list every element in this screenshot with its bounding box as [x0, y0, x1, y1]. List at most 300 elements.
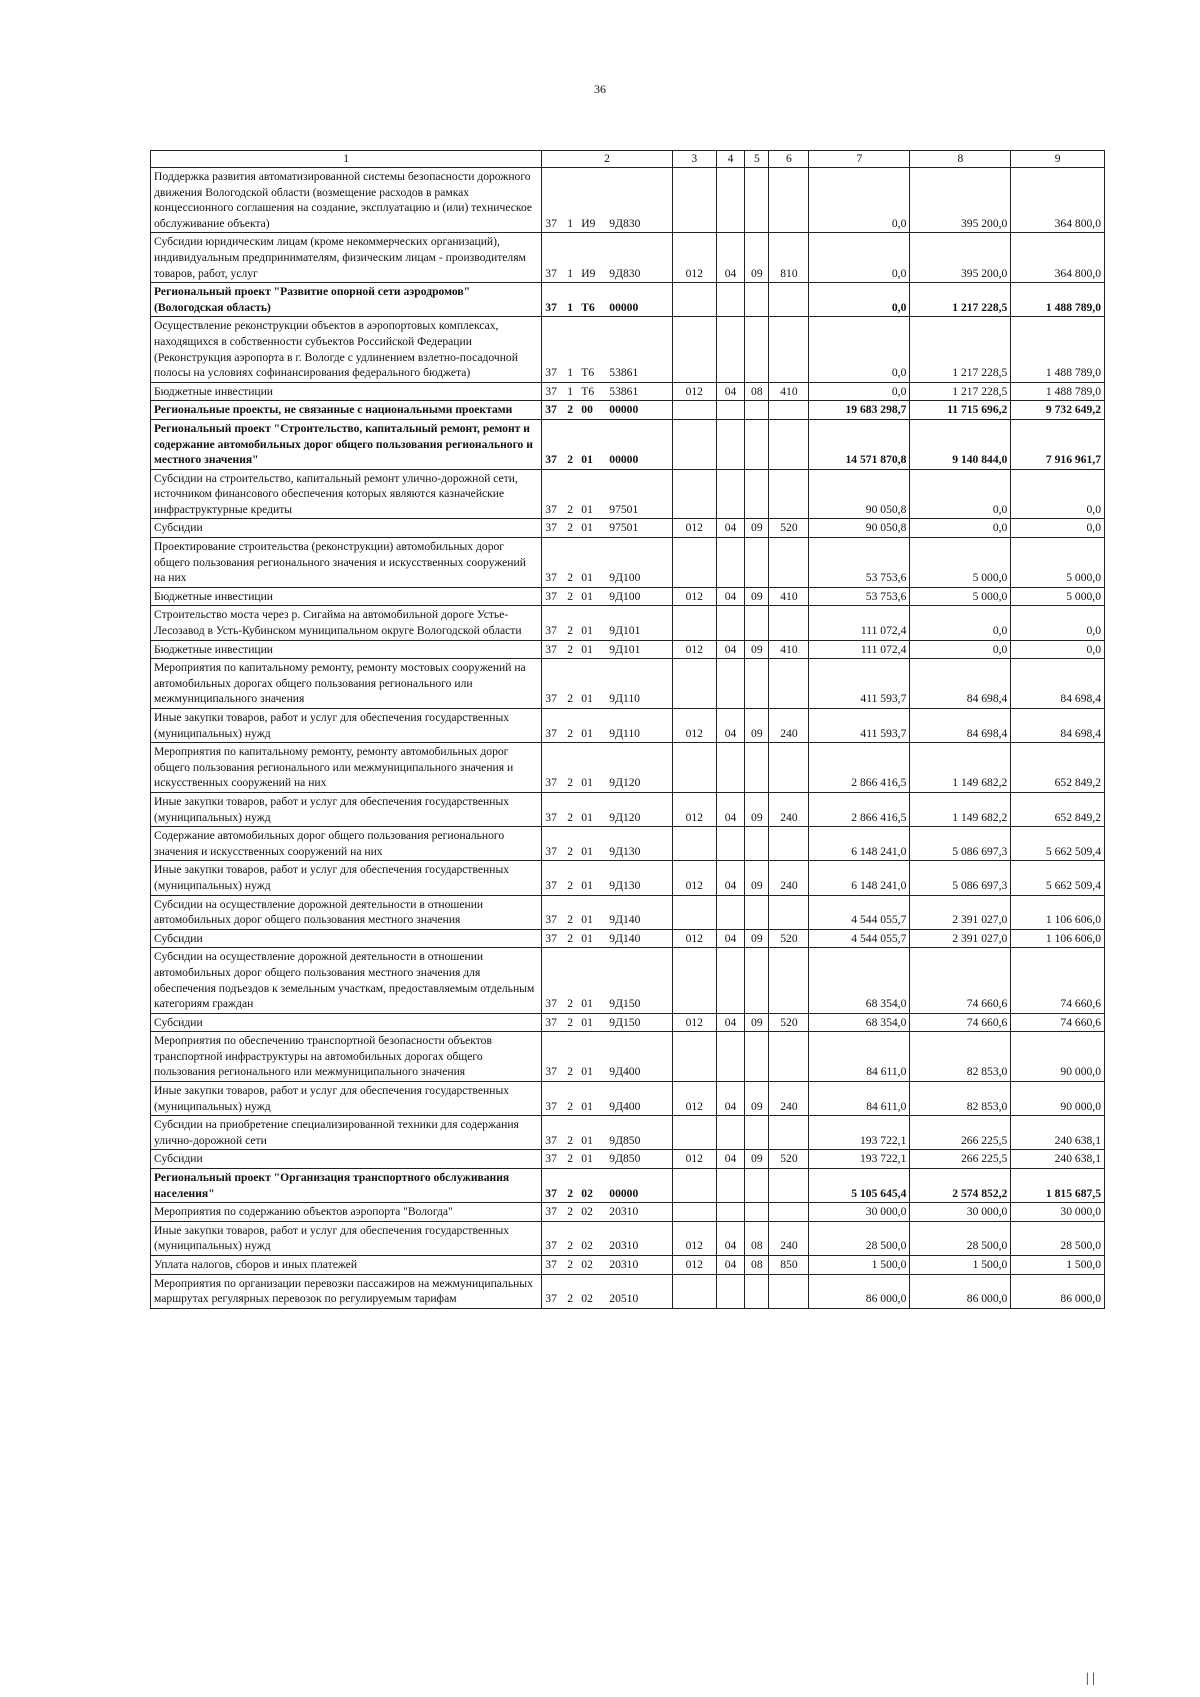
col-4-cell [716, 948, 744, 1013]
col-7-value: 90 050,8 [809, 469, 910, 519]
col-9-value: 30 000,0 [1011, 1203, 1105, 1222]
col-9-value: 5 662 509,4 [1011, 861, 1105, 895]
col-3-cell: 012 [672, 792, 716, 826]
code-part: 37 [545, 384, 557, 398]
row-name: Субсидии на осуществление дорожной деятельности в отношении автомобильных дорог общего пользования местного значения для обеспечения подъездов к земельным участкам, предоставляемым отдельным категориям граждан [151, 948, 542, 1013]
col-9-value: 5 000,0 [1011, 538, 1105, 588]
col-5-cell: 08 [745, 382, 769, 401]
table-row [151, 419, 1105, 469]
header-cell: 7 [809, 151, 910, 168]
col-5-cell [745, 283, 769, 317]
col-3-cell [672, 469, 716, 519]
code-part: 02 [581, 1205, 593, 1219]
row-code [542, 606, 672, 640]
code-part: 01 [581, 878, 593, 892]
table-row [151, 1150, 1105, 1169]
row-name: Осуществление реконструкции объектов в аэропортовых комплексах, находящихся в собственности субъектов Российской Федерации (Реконструкция аэропорта в г. Вологде с удлинением взлетно-посадочной полосы на условиях софинансирования федерального бюджета) [151, 317, 542, 382]
col-8-value: 74 660,6 [910, 948, 1011, 1013]
row-code [542, 168, 672, 233]
col-4-cell: 04 [716, 929, 744, 948]
table-row [151, 1203, 1105, 1222]
col-5-cell: 09 [745, 792, 769, 826]
col-7-value: 53 753,6 [809, 538, 910, 588]
col-6-cell: 520 [769, 1013, 809, 1032]
table-row [151, 948, 1105, 1013]
col-5-cell: 09 [745, 1082, 769, 1116]
code-part: 37 [545, 997, 557, 1011]
code-part: 37 [545, 502, 557, 516]
col-6-cell [769, 895, 809, 929]
col-4-cell: 04 [716, 382, 744, 401]
code-part: 2 [567, 453, 574, 467]
code-part: 01 [581, 521, 593, 535]
code-part: 01 [581, 931, 593, 945]
table-row [151, 792, 1105, 826]
table-row [151, 827, 1105, 861]
row-name: Уплата налогов, сборов и иных платежей [151, 1256, 542, 1275]
col-4-cell: 04 [716, 792, 744, 826]
code-part: И9 [581, 266, 596, 280]
col-3-cell: 012 [672, 861, 716, 895]
col-6-cell [769, 469, 809, 519]
code-part: 01 [581, 1065, 593, 1079]
col-7-value: 0,0 [809, 233, 910, 283]
col-8-value: 266 225,5 [910, 1150, 1011, 1169]
col-8-value: 0,0 [910, 640, 1011, 659]
table-row [151, 743, 1105, 793]
col-5-cell: 08 [745, 1256, 769, 1275]
code-part: 2 [567, 1133, 574, 1147]
row-name: Мероприятия по содержанию объектов аэропорта "Вологда" [151, 1203, 542, 1222]
row-code [542, 1013, 672, 1032]
col-7-value: 411 593,7 [809, 709, 910, 743]
col-3-cell [672, 659, 716, 709]
table-row [151, 317, 1105, 382]
code-part: 53861 [609, 384, 639, 398]
col-8-value: 28 500,0 [910, 1221, 1011, 1255]
code-part: 37 [545, 403, 557, 417]
col-7-value: 193 722,1 [809, 1150, 910, 1169]
code-part: 37 [545, 1152, 557, 1166]
table-row [151, 861, 1105, 895]
row-name: Иные закупки товаров, работ и услуг для обеспечения государственных (муниципальных) нужд [151, 1221, 542, 1255]
code-part: 2 [567, 997, 574, 1011]
code-part: 01 [581, 502, 593, 516]
row-name: Региональный проект "Развитие опорной сети аэродромов" (Вологодская область) [151, 283, 542, 317]
row-code [542, 469, 672, 519]
col-9-value: 1 106 606,0 [1011, 895, 1105, 929]
code-part: 1 [567, 384, 574, 398]
col-4-cell: 04 [716, 587, 744, 606]
row-code [542, 1221, 672, 1255]
code-part: 37 [545, 521, 557, 535]
code-part: 37 [545, 1292, 557, 1306]
code-part: 9Д850 [609, 1133, 641, 1147]
col-6-cell [769, 317, 809, 382]
col-4-cell [716, 168, 744, 233]
col-4-cell [716, 1116, 744, 1150]
col-6-cell [769, 1116, 809, 1150]
code-part: 37 [545, 878, 557, 892]
col-7-value: 84 611,0 [809, 1082, 910, 1116]
row-code [542, 1150, 672, 1169]
code-part: 37 [545, 913, 557, 927]
code-part: 9Д120 [609, 810, 641, 824]
code-part: 9Д120 [609, 776, 641, 790]
col-3-cell: 012 [672, 640, 716, 659]
col-5-cell [745, 1032, 769, 1082]
code-part: 01 [581, 1015, 593, 1029]
col-7-value: 111 072,4 [809, 640, 910, 659]
code-part: 2 [567, 844, 574, 858]
col-7-value: 2 866 416,5 [809, 743, 910, 793]
col-8-value: 266 225,5 [910, 1116, 1011, 1150]
table-row [151, 538, 1105, 588]
col-8-value: 86 000,0 [910, 1274, 1011, 1308]
code-part: 9Д110 [609, 726, 640, 740]
code-part: 2 [567, 878, 574, 892]
row-code [542, 709, 672, 743]
col-7-value: 4 544 055,7 [809, 895, 910, 929]
row-name: Субсидии юридическим лицам (кроме некоммерческих организаций), индивидуальным предпринимателям, физическим лицам - производителям товаров, работ, услуг [151, 233, 542, 283]
col-6-cell [769, 659, 809, 709]
col-9-value: 0,0 [1011, 469, 1105, 519]
code-part: 1 [567, 266, 574, 280]
col-4-cell: 04 [716, 709, 744, 743]
col-4-cell [716, 283, 744, 317]
col-9-value: 1 488 789,0 [1011, 382, 1105, 401]
code-part: 2 [567, 642, 574, 656]
col-5-cell [745, 538, 769, 588]
col-6-cell [769, 743, 809, 793]
col-4-cell [716, 1032, 744, 1082]
col-8-value: 2 391 027,0 [910, 929, 1011, 948]
table-body [151, 151, 1105, 1309]
col-6-cell: 240 [769, 1221, 809, 1255]
code-part: 9Д100 [609, 589, 641, 603]
row-name: Бюджетные инвестиции [151, 640, 542, 659]
row-name: Субсидии [151, 1150, 542, 1169]
col-9-value: 0,0 [1011, 640, 1105, 659]
col-4-cell [716, 419, 744, 469]
table-row [151, 606, 1105, 640]
col-8-value: 1 217 228,5 [910, 317, 1011, 382]
row-code [542, 1116, 672, 1150]
col-6-cell [769, 1032, 809, 1082]
code-part: 97501 [609, 521, 639, 535]
code-part: 2 [567, 1239, 574, 1253]
row-code [542, 317, 672, 382]
col-9-value: 240 638,1 [1011, 1150, 1105, 1169]
col-9-value: 9 732 649,2 [1011, 401, 1105, 420]
col-3-cell [672, 948, 716, 1013]
scan-artifact: | | [1085, 1671, 1095, 1686]
table-row [151, 1116, 1105, 1150]
col-8-value: 1 149 682,2 [910, 743, 1011, 793]
col-8-value: 395 200,0 [910, 168, 1011, 233]
code-part: 9Д140 [609, 913, 641, 927]
col-5-cell [745, 827, 769, 861]
col-9-value: 0,0 [1011, 519, 1105, 538]
code-part: 01 [581, 453, 593, 467]
table-row [151, 929, 1105, 948]
code-part: 01 [581, 726, 593, 740]
code-part: 2 [567, 571, 574, 585]
table-row [151, 283, 1105, 317]
col-6-cell: 240 [769, 1082, 809, 1116]
col-7-value: 111 072,4 [809, 606, 910, 640]
col-5-cell: 09 [745, 709, 769, 743]
col-3-cell [672, 538, 716, 588]
code-part: 2 [567, 502, 574, 516]
row-code [542, 659, 672, 709]
col-4-cell [716, 659, 744, 709]
table-row [151, 401, 1105, 420]
col-4-cell [716, 743, 744, 793]
code-part: 2 [567, 726, 574, 740]
col-4-cell: 04 [716, 1256, 744, 1275]
code-part: Т6 [581, 366, 595, 380]
col-4-cell: 04 [716, 861, 744, 895]
col-3-cell: 012 [672, 519, 716, 538]
col-3-cell: 012 [672, 1013, 716, 1032]
col-5-cell [745, 948, 769, 1013]
code-part: 37 [545, 1239, 557, 1253]
table-row [151, 640, 1105, 659]
code-part: 01 [581, 997, 593, 1011]
col-9-value: 240 638,1 [1011, 1116, 1105, 1150]
col-9-value: 652 849,2 [1011, 743, 1105, 793]
col-3-cell [672, 1274, 716, 1308]
col-8-value: 84 698,4 [910, 709, 1011, 743]
col-6-cell [769, 419, 809, 469]
row-name: Субсидии [151, 1013, 542, 1032]
col-8-value: 2 574 852,2 [910, 1169, 1011, 1203]
code-part: 2 [567, 521, 574, 535]
col-5-cell [745, 469, 769, 519]
col-3-cell [672, 827, 716, 861]
code-part: 02 [581, 1292, 593, 1306]
col-7-value: 68 354,0 [809, 1013, 910, 1032]
col-3-cell [672, 606, 716, 640]
col-4-cell [716, 895, 744, 929]
code-part: 9Д130 [609, 844, 641, 858]
code-part: 01 [581, 692, 593, 706]
col-4-cell: 04 [716, 233, 744, 283]
col-8-value: 0,0 [910, 469, 1011, 519]
col-7-value: 84 611,0 [809, 1032, 910, 1082]
col-7-value: 68 354,0 [809, 948, 910, 1013]
col-9-value: 28 500,0 [1011, 1221, 1105, 1255]
row-code [542, 419, 672, 469]
col-8-value: 9 140 844,0 [910, 419, 1011, 469]
col-6-cell [769, 401, 809, 420]
col-4-cell [716, 317, 744, 382]
code-part: 37 [545, 1133, 557, 1147]
code-part: 37 [545, 844, 557, 858]
col-3-cell [672, 401, 716, 420]
col-6-cell [769, 1203, 809, 1222]
col-3-cell: 012 [672, 1221, 716, 1255]
row-code [542, 792, 672, 826]
col-6-cell [769, 1169, 809, 1203]
row-code [542, 1032, 672, 1082]
col-6-cell [769, 168, 809, 233]
col-4-cell [716, 1274, 744, 1308]
col-5-cell [745, 743, 769, 793]
code-part: 2 [567, 913, 574, 927]
row-name: Строительство моста через р. Сигайма на автомобильной дороге Устье-Лесозавод в Усть-Кубинском муниципальном округе Вологодской области [151, 606, 542, 640]
code-part: 2 [567, 624, 574, 638]
header-cell: 8 [910, 151, 1011, 168]
code-part: 1 [567, 366, 574, 380]
col-5-cell [745, 168, 769, 233]
col-7-value: 2 866 416,5 [809, 792, 910, 826]
code-part: 37 [545, 642, 557, 656]
code-part: 2 [567, 692, 574, 706]
code-part: 2 [567, 1186, 574, 1200]
row-name: Иные закупки товаров, работ и услуг для обеспечения государственных (муниципальных) нужд [151, 709, 542, 743]
header-cell: 1 [151, 151, 542, 168]
col-6-cell: 410 [769, 382, 809, 401]
code-part: 01 [581, 1099, 593, 1113]
col-7-value: 5 105 645,4 [809, 1169, 910, 1203]
col-4-cell: 04 [716, 519, 744, 538]
col-5-cell: 09 [745, 587, 769, 606]
col-5-cell [745, 659, 769, 709]
code-part: 2 [567, 1152, 574, 1166]
code-part: 2 [567, 1258, 574, 1271]
col-9-value: 7 916 961,7 [1011, 419, 1105, 469]
row-name: Субсидии на приобретение специализированной техники для содержания улично-дорожной сети [151, 1116, 542, 1150]
table-row [151, 659, 1105, 709]
code-part: 20510 [609, 1292, 639, 1306]
table-row [151, 1013, 1105, 1032]
col-9-value: 364 800,0 [1011, 233, 1105, 283]
col-9-value: 5 000,0 [1011, 587, 1105, 606]
row-code [542, 1169, 672, 1203]
col-6-cell [769, 606, 809, 640]
col-6-cell: 520 [769, 1150, 809, 1169]
col-5-cell [745, 1203, 769, 1222]
col-6-cell [769, 1274, 809, 1308]
table-row [151, 1169, 1105, 1203]
row-code [542, 1082, 672, 1116]
code-part: 02 [581, 1258, 593, 1271]
col-3-cell [672, 743, 716, 793]
col-9-value: 364 800,0 [1011, 168, 1105, 233]
row-code [542, 1203, 672, 1222]
col-6-cell: 410 [769, 640, 809, 659]
col-3-cell [672, 283, 716, 317]
code-part: Т6 [581, 300, 595, 314]
col-5-cell [745, 401, 769, 420]
col-8-value: 5 086 697,3 [910, 861, 1011, 895]
row-code [542, 382, 672, 401]
col-6-cell: 410 [769, 587, 809, 606]
page-number: 36 [594, 82, 606, 96]
col-9-value: 5 662 509,4 [1011, 827, 1105, 861]
code-part: 37 [545, 1186, 557, 1200]
col-3-cell [672, 419, 716, 469]
code-part: 00000 [609, 300, 639, 314]
header-cell: 2 [542, 151, 672, 168]
col-6-cell: 240 [769, 792, 809, 826]
col-9-value: 1 106 606,0 [1011, 929, 1105, 948]
col-8-value: 0,0 [910, 606, 1011, 640]
col-9-value: 74 660,6 [1011, 948, 1105, 1013]
code-part: 1 [567, 300, 574, 314]
row-name: Проектирование строительства (реконструкции) автомобильных дорог общего пользования регионального значения и искусственных сооружений на них [151, 538, 542, 588]
code-part: 9Д130 [609, 878, 641, 892]
col-7-value: 0,0 [809, 382, 910, 401]
code-part: 37 [545, 589, 557, 603]
col-7-value: 6 148 241,0 [809, 827, 910, 861]
col-3-cell [672, 1032, 716, 1082]
col-8-value: 1 149 682,2 [910, 792, 1011, 826]
code-part: 97501 [609, 502, 639, 516]
col-5-cell: 09 [745, 233, 769, 283]
col-3-cell: 012 [672, 587, 716, 606]
col-9-value: 1 488 789,0 [1011, 283, 1105, 317]
row-name: Содержание автомобильных дорог общего пользования регионального значения и искусственных сооружений на них [151, 827, 542, 861]
code-part: 9Д150 [609, 1015, 641, 1029]
col-8-value: 5 000,0 [910, 587, 1011, 606]
code-part: 37 [545, 453, 557, 467]
col-4-cell [716, 538, 744, 588]
row-name: Субсидии на осуществление дорожной деятельности в отношении автомобильных дорог общего пользования местного значения [151, 895, 542, 929]
table-row [151, 709, 1105, 743]
table-row [151, 382, 1105, 401]
row-name: Бюджетные инвестиции [151, 587, 542, 606]
col-4-cell: 04 [716, 1150, 744, 1169]
code-part: 2 [567, 1205, 574, 1219]
code-part: 01 [581, 642, 593, 656]
col-9-value: 86 000,0 [1011, 1274, 1105, 1308]
row-name: Поддержка развития автоматизированной системы безопасности дорожного движения Вологодской области (возмещение расходов в рамках концессионного соглашения на создание, эксплуатацию и (или) техническое обслуживание объекта) [151, 168, 542, 233]
col-5-cell [745, 317, 769, 382]
col-7-value: 53 753,6 [809, 587, 910, 606]
col-6-cell: 520 [769, 519, 809, 538]
code-part: 01 [581, 810, 593, 824]
code-part: 20310 [609, 1239, 639, 1253]
col-4-cell: 04 [716, 640, 744, 659]
col-9-value: 652 849,2 [1011, 792, 1105, 826]
col-7-value: 19 683 298,7 [809, 401, 910, 420]
table-row [151, 1032, 1105, 1082]
header-cell: 3 [672, 151, 716, 168]
col-8-value: 84 698,4 [910, 659, 1011, 709]
col-7-value: 4 544 055,7 [809, 929, 910, 948]
col-3-cell [672, 1203, 716, 1222]
header-cell: 5 [745, 151, 769, 168]
row-code [542, 587, 672, 606]
col-9-value: 90 000,0 [1011, 1082, 1105, 1116]
code-part: 01 [581, 589, 593, 603]
table-row [151, 1256, 1105, 1275]
row-code [542, 948, 672, 1013]
code-part: 9Д101 [609, 642, 641, 656]
col-4-cell: 04 [716, 1013, 744, 1032]
row-name: Бюджетные инвестиции [151, 382, 542, 401]
col-3-cell: 012 [672, 929, 716, 948]
col-5-cell: 09 [745, 1013, 769, 1032]
code-part: 37 [545, 624, 557, 638]
code-part: 2 [567, 1292, 574, 1306]
col-5-cell [745, 1274, 769, 1308]
col-6-cell [769, 827, 809, 861]
code-part: 2 [567, 1099, 574, 1113]
